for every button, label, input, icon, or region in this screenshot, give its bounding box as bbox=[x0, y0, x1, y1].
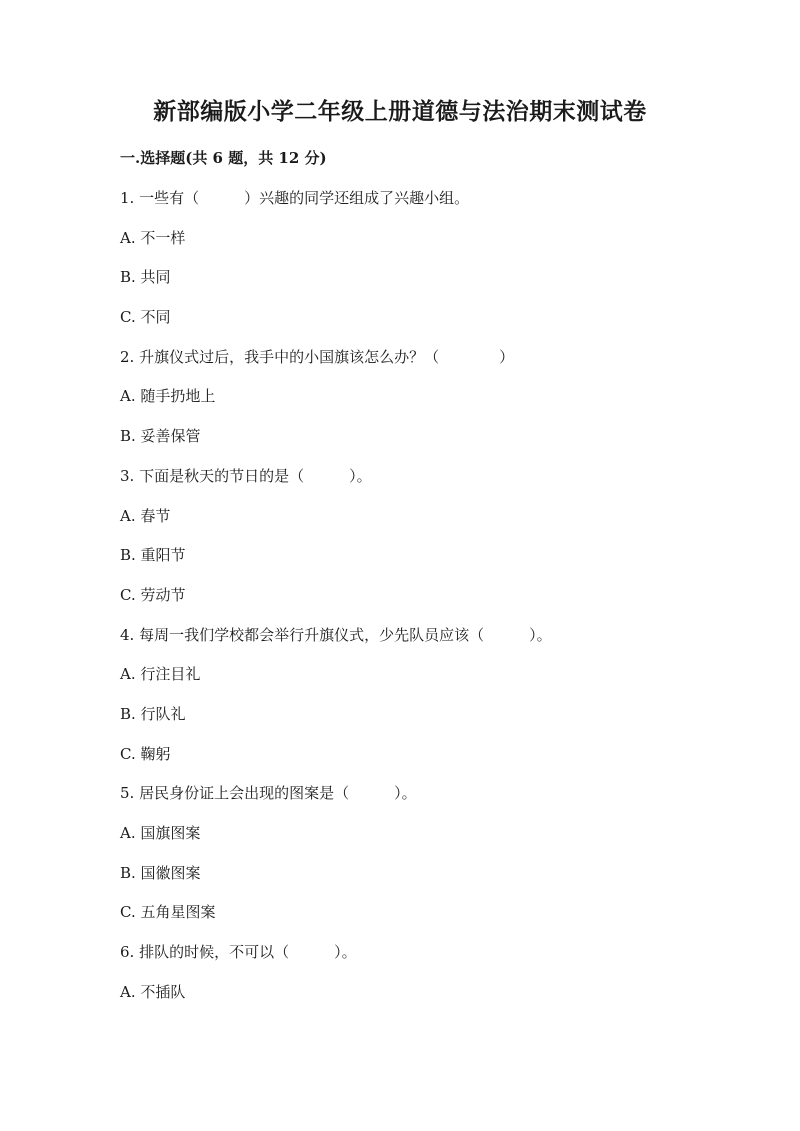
question-3-option-a: A. 春节 bbox=[120, 507, 171, 525]
question-1-option-c: C. 不同 bbox=[120, 308, 171, 326]
question-6-option-a: A. 不插队 bbox=[120, 983, 186, 1001]
question-1-option-a: A. 不一样 bbox=[120, 229, 186, 247]
question-5-stem: 5. 居民身份证上会出现的图案是（ ）。 bbox=[120, 784, 417, 802]
section-heading: 一.选择题(共 6 题，共 12 分) bbox=[120, 149, 327, 167]
question-2-option-b: B. 妥善保管 bbox=[120, 427, 201, 445]
question-2-stem: 2. 升旗仪式过后，我手中的小国旗该怎么办？（ ） bbox=[120, 348, 515, 366]
question-4-option-c: C. 鞠躬 bbox=[120, 745, 171, 763]
question-5-option-a: A. 国旗图案 bbox=[120, 824, 201, 842]
question-5-option-b: B. 国徽图案 bbox=[120, 864, 201, 882]
question-2-option-a: A. 随手扔地上 bbox=[120, 387, 216, 405]
question-4-stem: 4. 每周一我们学校都会举行升旗仪式，少先队员应该（ ）。 bbox=[120, 626, 552, 644]
question-4-option-b: B. 行队礼 bbox=[120, 705, 186, 723]
question-3-option-b: B. 重阳节 bbox=[120, 546, 186, 564]
question-4-option-a: A. 行注目礼 bbox=[120, 665, 201, 683]
question-1-option-b: B. 共同 bbox=[120, 268, 171, 286]
question-3-stem: 3. 下面是秋天的节日的是（ ）。 bbox=[120, 467, 372, 485]
question-3-option-c: C. 劳动节 bbox=[120, 586, 186, 604]
exam-title: 新部编版小学二年级上册道德与法治期末测试卷 bbox=[153, 98, 647, 125]
question-6-stem: 6. 排队的时候，不可以（ ）。 bbox=[120, 943, 357, 961]
question-5-option-c: C. 五角星图案 bbox=[120, 903, 216, 921]
question-1-stem: 1. 一些有（ ）兴趣的同学还组成了兴趣小组。 bbox=[120, 189, 470, 207]
